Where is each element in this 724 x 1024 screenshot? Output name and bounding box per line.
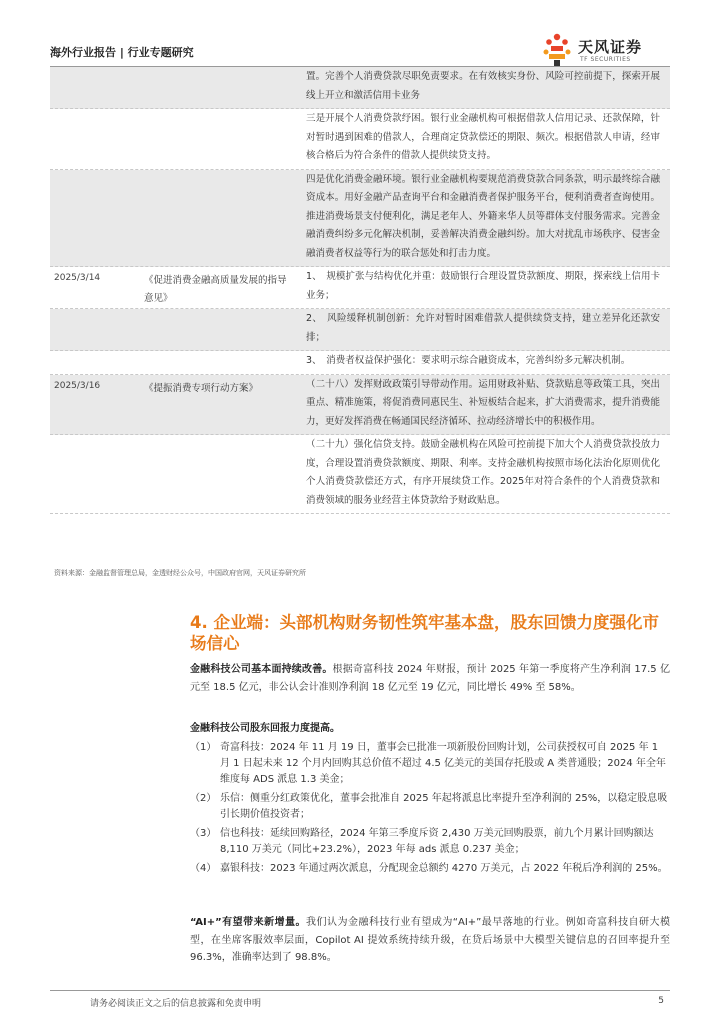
brand-name-cn: 天风证券 (578, 38, 643, 56)
table-row (50, 170, 670, 268)
list-item-number: （4） (190, 863, 217, 874)
list-item (190, 861, 670, 877)
brand-name-en: TF SECURITIES (580, 56, 631, 63)
table-row (50, 435, 670, 514)
list-item-number: （2） (190, 793, 217, 804)
table-source-note: 资料来源：金融监督管理总局，金透财经公众号，中国政府官网，天风证券研究所 (54, 569, 306, 577)
table-cell-content: （二十九）强化信贷支持。鼓励金融机构在风险可控前提下加大个人消费贷款投放力度，合理设置消费贷款额度、期限、利率。支持金融机构按照市场化法治化原则优化个人消费贷款偿还方式，有序开展续贷工作。2025年对符合条件的个人消费贷款和消费领域的服务业经营主体贷款给予财政贴息。 (306, 439, 660, 506)
table-row (50, 67, 670, 109)
list-item (190, 740, 670, 788)
paragraph-fundamentals (190, 661, 670, 696)
brand-logo (540, 32, 670, 68)
paragraph-body: 根据奇富科技 2024 年财报，预计 2025 年第一季度将产生净利润 17.5 亿元至 18.5 亿元，非公认会计准则净利润 18 亿元至 19 亿元，同比增长 49% 至 58%。 (190, 664, 670, 693)
table-cell-date: 2025/3/16 (54, 380, 101, 391)
table-cell-content: 3、 消费者权益保护强化：要求明示综合融资成本，完善纠纷多元解决机制。 (306, 355, 631, 366)
paragraph-body: 我们认为金融科技行业有望成为“AI+”最早落地的行业。例如奇富科技自研大模型，在坐席客服效率层面，Copilot AI 提效系统持续升级，在贷后场景中大模型关键信息的召回率提升至 96.3%，准确率达到了 98.8%。 (190, 917, 671, 963)
paragraph-ai (190, 914, 670, 967)
list-item (190, 826, 670, 858)
footer-disclaimer: 请务必阅读正文之后的信息披露和免责申明 (90, 999, 262, 1009)
paragraph-lead: “AI+”有望带来新增量。 (190, 917, 307, 928)
table-row (50, 351, 670, 375)
table-cell-content: 三是开展个人消费贷款纾困。银行业金融机构可根据借款人信用记录、还款保障，针对暂时遇到困难的借款人，合理商定贷款偿还的期限、频次。根据借款人申请，经审核合格后为符合条件的借款人提供续贷支持。 (306, 113, 660, 161)
brand-logo-icon (540, 32, 574, 68)
table-row (50, 309, 670, 351)
table-cell-content: 置。完善个人消费贷款尽职免责要求。在有效核实身份、风险可控前提下，探索开展线上开立和激活信用卡业务 (306, 71, 660, 101)
section-heading: 4. 企业端：头部机构财务韧性筑牢基本盘，股东回馈力度强化市场信心 (190, 613, 659, 653)
page-header (50, 30, 670, 70)
list-item-text: 嘉银科技：2023 年通过两次派息，分配现金总额约 4270 万美元，占 2022 年税后净利润的 25%。 (220, 863, 668, 874)
table-cell-content: （二十八）发挥财政政策引导带动作用。运用财政补贴、贷款贴息等政策工具，突出重点、精准施策，将促消费同惠民生、补短板结合起来，扩大消费需求，提升消费能力，更好发挥消费在畅通国民经济循环、拉动经济增长中的积极作用。 (306, 378, 660, 427)
page-number: 5 (658, 996, 664, 1006)
table-cell-document: 《促进消费金融高质量发展的指导意见》 (144, 275, 287, 304)
report-category: 海外行业报告 | 行业专题研究 (50, 46, 194, 59)
list-item-text: 奇富科技：2024 年 11 月 19 日，董事会已批准一项新股份回购计划，公司获授权可自 2025 年 1 月 1 日起未来 12 个月内回购其总价值不超过 4.5 亿美元的美国存托股或 A 类普通股；2024 年全年维度每 ADS 派息 1.3 美金； (220, 742, 666, 785)
table-row (50, 109, 670, 170)
list-item-text: 乐信：侧重分红政策优化，董事会批准自 2025 年起将派息比率提升至净利润的 25%，以稳定股息吸引长期价值投资者； (220, 793, 668, 820)
list-item-text: 信也科技：延续回购路径，2024 年第三季度斥资 2,430 万美元回购股票，前九个月累计回购额达 8,110 万美元（同比+23.2%），2023 年每 ads 派息 0.237 美金； (220, 828, 654, 855)
policy-table (50, 67, 670, 514)
paragraph-shareholder-heading (190, 720, 670, 738)
footer-divider (50, 990, 670, 991)
table-row (50, 267, 670, 309)
list-item (190, 791, 670, 823)
table-cell-content: 1、 规模扩张与结构优化并重：鼓励银行合理设置贷款额度、期限，探索线上信用卡业务； (306, 271, 660, 301)
table-cell-date: 2025/3/14 (54, 273, 101, 283)
table-cell-content: 2、 风险缓释机制创新：允许对暂时困难借款人提供续贷支持，建立差异化还款安排； (306, 313, 660, 343)
list-item-number: （3） (190, 828, 217, 839)
paragraph-lead: 金融科技公司股东回报力度提高。 (190, 723, 340, 734)
paragraph-lead: 金融科技公司基本面持续改善。 (190, 664, 333, 675)
table-cell-content: 四是优化消费金融环境。银行业金融机构要规范消费贷款合同条款，明示最终综合融资成本。用好金融产品查询平台和金融消费者保护服务平台，便利消费者查询使用。推进消费场景支付便利化，满足老年人、外籍来华人员等群体支付服务需求。完善金融消费纠纷多元化解决机制，妥善解决消费金融纠纷。加大对扰乱市场秩序、侵害金融消费者权益等行为的联合惩处和打击力度。 (306, 173, 660, 259)
table-cell-document: 《提振消费专项行动方案》 (144, 382, 259, 394)
table-row (50, 375, 670, 436)
list-item-number: （1） (190, 742, 217, 753)
